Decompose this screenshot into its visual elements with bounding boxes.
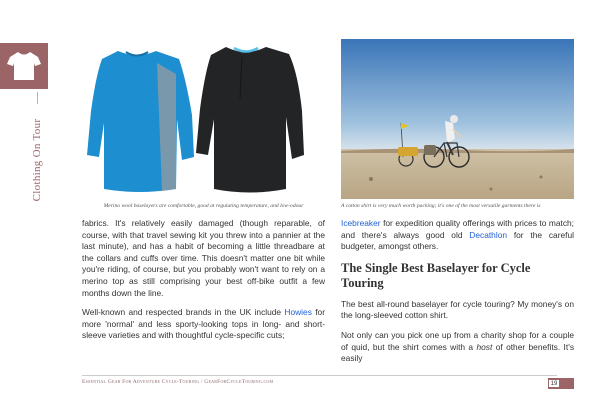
tshirt-icon	[6, 49, 42, 83]
sidebar-divider	[37, 92, 38, 104]
howies-link[interactable]: Howies	[284, 307, 312, 318]
right-paragraph-1-text-a: for expedition quality offerings with prices to match; and there's always good old	[341, 218, 574, 240]
right-text-column	[341, 218, 574, 366]
footer-book-title: Essential Gear For Adventure Cycle-Touring	[82, 379, 200, 385]
left-text-column	[82, 218, 325, 368]
section-title: Clothing On Tour	[31, 118, 43, 202]
left-paragraph-2	[82, 307, 325, 342]
baselayer-photo	[82, 39, 325, 199]
right-paragraph-1	[341, 218, 574, 253]
left-photo-caption: Merino wool baselayers are comfortable, good at regulating temperature, and low-odour	[103, 203, 304, 209]
footer-text	[82, 379, 273, 385]
footer-rule	[82, 375, 557, 376]
section-tab	[0, 43, 48, 89]
right-paragraph-3	[341, 330, 574, 365]
footer-separator: /	[200, 379, 203, 385]
right-paragraph-3-text-a: Not only can you pick one up from a charity shop for a couple of quid, but the shirt comes with a	[341, 329, 574, 352]
decathlon-link[interactable]: Decathlon	[469, 229, 508, 240]
right-paragraph-1-text-b: for the careful budgeter, amongst others.	[341, 229, 574, 252]
left-paragraph-2-text-a: Well-known and respected brands in the UK include	[82, 307, 285, 318]
desert-cyclist-image	[341, 39, 574, 199]
icebreaker-link[interactable]: Icebreaker	[341, 218, 381, 228]
right-photo-caption: A cotton shirt is very much worth packing; it's one of the most versatile garments there is	[341, 203, 541, 209]
desert-cyclist-photo	[341, 39, 574, 199]
baselayer-shirts-image	[82, 39, 325, 199]
footer-site-link[interactable]: GearForCycleTouring.com	[204, 379, 274, 385]
right-paragraph-2: The best all-round baselayer for cycle touring? My money's on the long-sleeved cotton shirt.	[341, 298, 574, 321]
left-paragraph-1: fabrics. It's relatively easily damaged (though reparable, of course, with that travel sewing kit you threw into a pannier at the last minute), and has a habit of becoming a little threadbare at the collars and cuffs over time. This doesn't matter one bit while you're riding, of course, but you probably won't want to rely on a merino top as still comprising your best off-bike outfit a few months down the line.	[82, 218, 325, 298]
left-paragraph-2-text-b: for more 'normal' and less sporty-looking tops in long- and short-sleeve varieties and with thoughtful cycle-specific cuts;	[82, 307, 325, 341]
section-heading: The Single Best Baselayer for Cycle Touring	[341, 260, 531, 290]
page-number-box	[548, 378, 574, 389]
right-paragraph-3-emphasis: host	[476, 341, 493, 352]
right-paragraph-3-text-b: of other benefits. It's easily	[341, 341, 574, 364]
page-number: 19	[548, 379, 560, 388]
